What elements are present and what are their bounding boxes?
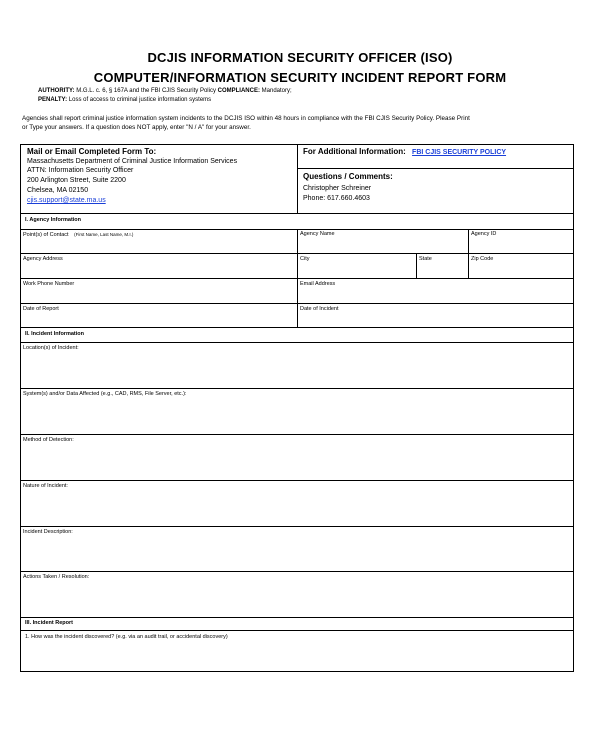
form-subtitle: COMPUTER/INFORMATION SECURITY INCIDENT REPORT FORM	[93, 70, 507, 85]
form-title: DCJIS INFORMATION SECURITY OFFICER (ISO)	[147, 50, 453, 65]
divider	[20, 630, 574, 631]
state-field[interactable]: State	[419, 256, 432, 262]
intro-line-1: Agencies shall report criminal justice information system incidents to the DCJIS ISO within 48 hours in compliance with the FBI CJIS Security Policy. Please Print	[22, 115, 470, 122]
mail-line-2: ATTN: Information Security Officer	[27, 167, 134, 174]
divider	[20, 617, 574, 618]
date-of-incident-field[interactable]: Date of Incident	[300, 306, 339, 312]
divider	[20, 342, 574, 343]
authority-label: AUTHORITY:	[38, 88, 75, 94]
date-of-report-field[interactable]: Date of Report	[23, 306, 59, 312]
poc-hint: (First Name, Last Name, M.I.)	[74, 232, 134, 237]
penalty-text: Loss of access to criminal justice information systems	[68, 97, 212, 103]
agency-id-field[interactable]: Agency ID	[471, 231, 497, 237]
questions-heading: Questions / Comments:	[303, 172, 393, 181]
discovery-question-field[interactable]: 1. How was the incident discovered? (e.g. via an audit trail, or accidental discovery)	[25, 634, 228, 640]
compliance-text: Mandatory;	[261, 88, 292, 94]
section-2-title: II. Incident Information	[25, 331, 84, 337]
mail-line-1: Massachusetts Department of Criminal Justice Information Services	[27, 158, 238, 165]
agency-name-field[interactable]: Agency Name	[300, 231, 335, 237]
section-3-title: III. Incident Report	[25, 620, 73, 626]
penalty-line	[38, 96, 211, 104]
questions-name: Christopher Schreiner	[303, 185, 372, 192]
authority-text: M.G.L. c. 6, § 167A and the FBI CJIS Security Policy	[76, 88, 216, 94]
divider	[20, 526, 574, 527]
penalty-label: PENALTY:	[38, 97, 68, 103]
divider	[297, 168, 574, 169]
divider	[20, 571, 574, 572]
questions-phone: Phone: 617.660.4603	[303, 195, 370, 202]
mail-line-3: 200 Arlington Street, Suite 2200	[27, 177, 126, 184]
section-1-title: I. Agency Information	[25, 217, 82, 223]
divider	[20, 388, 574, 389]
intro-text	[22, 114, 574, 132]
divider	[20, 213, 574, 214]
point-of-contact-field[interactable]	[23, 231, 133, 239]
mail-line-4: Chelsea, MA 02150	[27, 187, 89, 194]
additional-info-text: For Additional Information:	[303, 147, 406, 156]
nature-of-incident-field[interactable]: Nature of Incident:	[23, 483, 68, 489]
mail-heading: Mail or Email Completed Form To:	[27, 147, 157, 156]
column-divider	[416, 253, 417, 278]
compliance-label: COMPLIANCE:	[217, 88, 260, 94]
column-divider	[468, 229, 469, 278]
zip-code-field[interactable]: Zip Code	[471, 256, 494, 262]
divider	[20, 480, 574, 481]
security-policy-link[interactable]: FBI CJIS SECURITY POLICY	[412, 149, 507, 156]
email-address-field[interactable]: Email Address	[300, 281, 336, 287]
column-divider	[297, 144, 298, 213]
column-divider	[297, 229, 298, 327]
actions-taken-field[interactable]: Actions Taken / Resolution:	[23, 574, 90, 580]
intro-line-2: or Type your answers. If a question does NOT apply, enter "N / A" for your answer.	[22, 124, 251, 131]
divider	[20, 434, 574, 435]
work-phone-field[interactable]: Work Phone Number	[23, 281, 75, 287]
divider	[20, 327, 574, 328]
additional-info-label	[303, 147, 506, 156]
location-field[interactable]: Location(s) of Incident:	[23, 345, 79, 351]
mail-email-link[interactable]: cjis.support@state.ma.us	[27, 197, 106, 204]
city-field[interactable]: City	[300, 256, 310, 262]
method-of-detection-field[interactable]: Method of Detection:	[23, 437, 74, 443]
systems-affected-field[interactable]: System(s) and/or Data Affected (e.g., CAD, RMS, File Server, etc.):	[23, 391, 187, 397]
agency-address-field[interactable]: Agency Address	[23, 256, 63, 262]
incident-description-field[interactable]: Incident Description:	[23, 529, 73, 535]
authority-line	[38, 87, 292, 95]
poc-label: Point(s) of Contact	[23, 232, 69, 238]
form-frame	[20, 144, 574, 672]
